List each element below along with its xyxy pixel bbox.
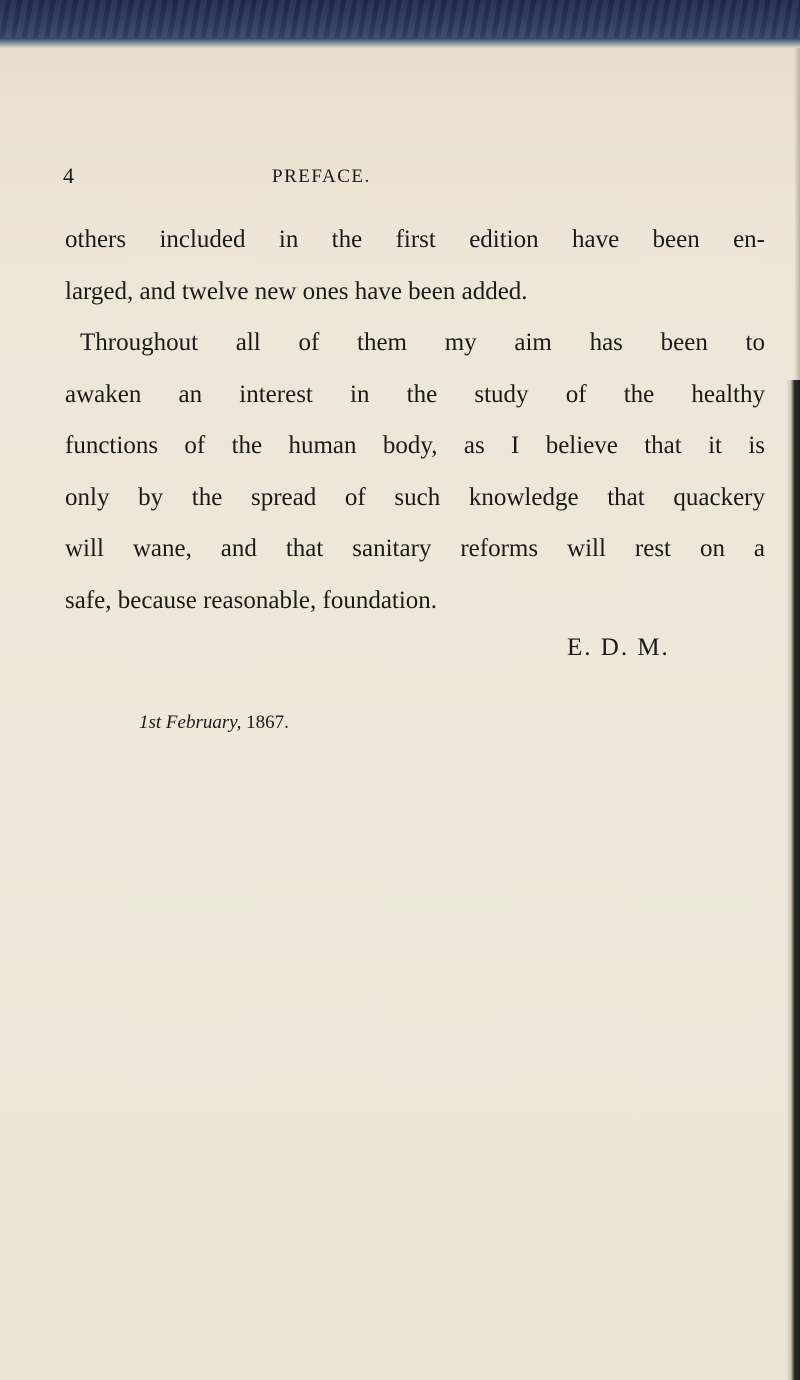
page-edge-shadow xyxy=(786,380,800,1380)
preface-paragraph xyxy=(65,220,765,632)
cover-binding-edge xyxy=(0,0,800,48)
text-line: only by the spread of such knowledge that quackery xyxy=(65,483,765,511)
date-day-month: 1st February, xyxy=(139,712,242,733)
running-head xyxy=(0,163,800,193)
author-initials: E. D. M. xyxy=(567,634,670,661)
date-year: 1867. xyxy=(246,712,289,733)
page-edge-shadow xyxy=(794,48,800,388)
text-line: will wane, and that sanitary reforms will rest on a xyxy=(65,535,765,562)
text-line: awaken an interest in the study of the healthy xyxy=(65,380,765,408)
text-line: others included in the first edition have been en- xyxy=(65,226,765,253)
text-line: functions of the human body, as I believe that it is xyxy=(65,432,765,459)
dateline xyxy=(139,710,289,736)
text-line: larged, and twelve new ones have been added. xyxy=(65,277,528,305)
page-number: 4 xyxy=(63,163,74,188)
text-line: safe, because reasonable, foundation. xyxy=(65,586,438,614)
running-head-title: PREFACE. xyxy=(272,166,371,187)
text-line: Throughout all of them my aim has been to xyxy=(80,329,765,356)
